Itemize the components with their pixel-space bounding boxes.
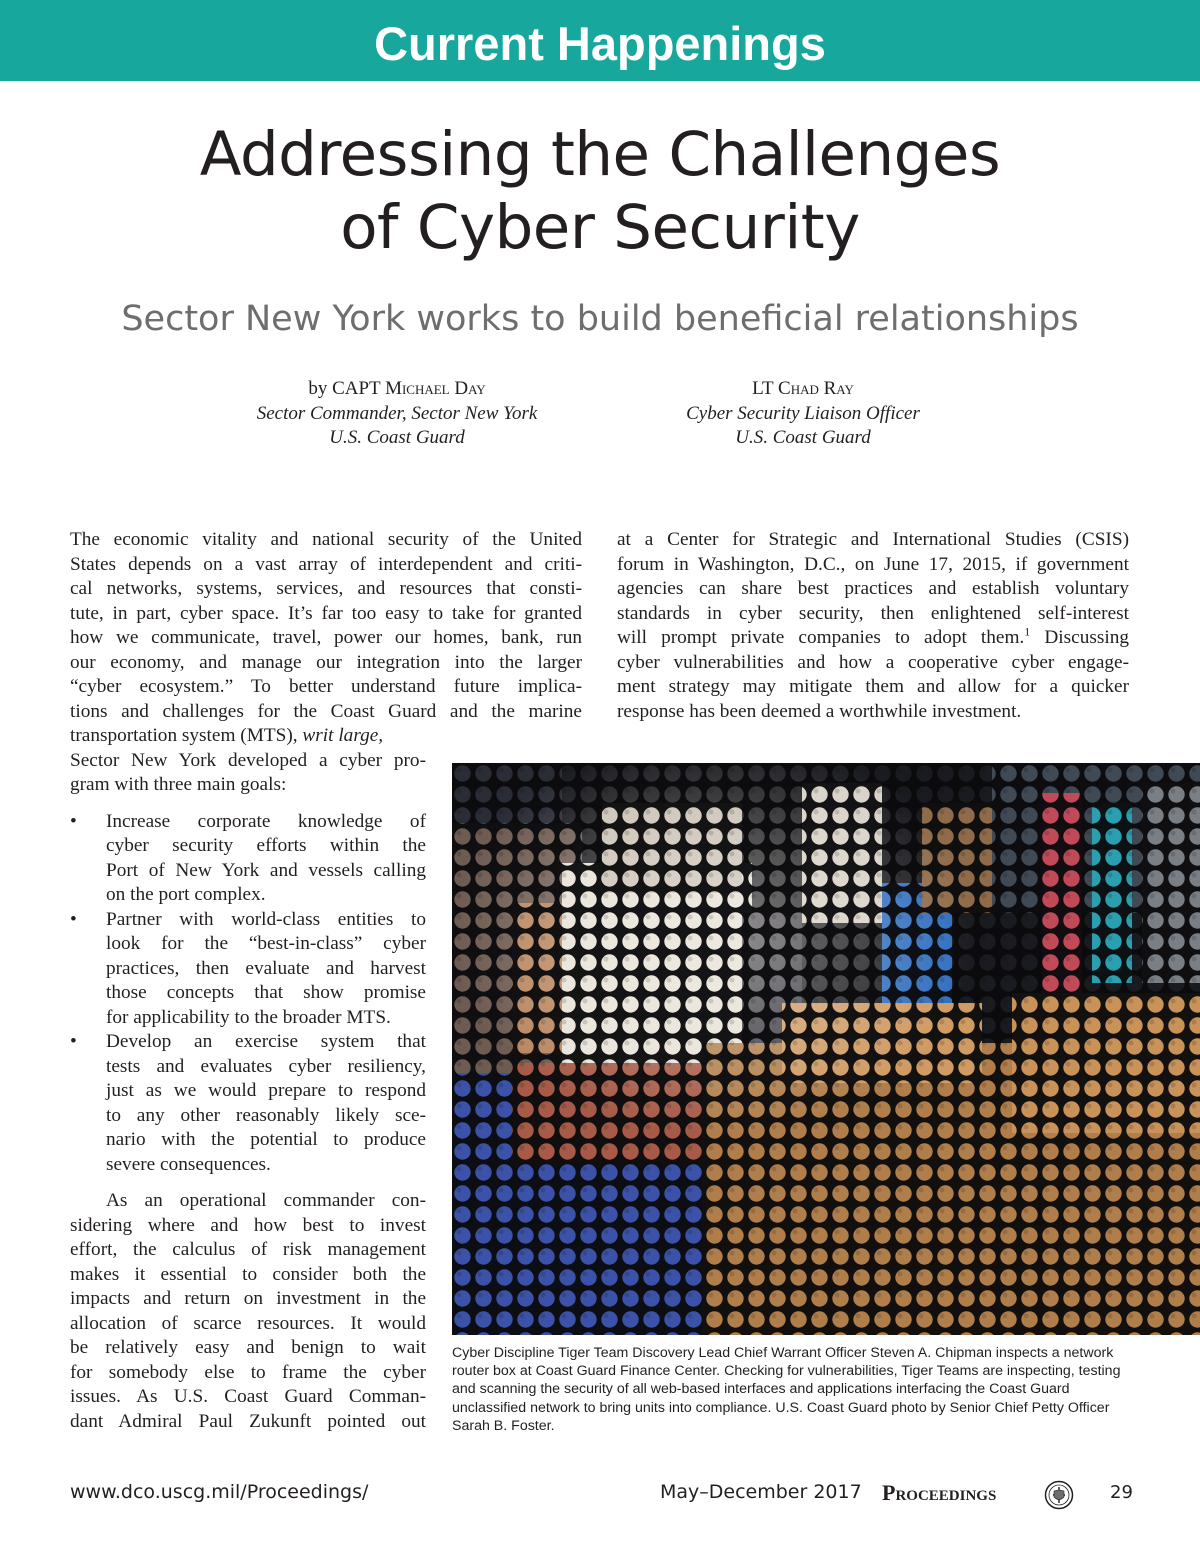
article-photo [452, 763, 1200, 1335]
intro-paragraph: The economic vitality and national security of the United States depends on a vast array of interdependent and criti- cal networks, systems, services, and resources that consti- tute, in part, cyber space. It’s far too easy to take for granted how we communicate, travel, power our homes, bank, run our economy, and manage our integration into the larger “cyber ecosystem.” To better understand future implica- tions and challenges for the Coast Guard and the marine [70, 529, 582, 722]
list-item: • Increase corporate knowledge of cyber security efforts within the Port of New York and vessels calling on the port complex. [70, 810, 426, 905]
list-item: • Develop an exercise system that tests and evaluates cyber resiliency, just as we would prepare to respond to any other reasonably likely sce- nario with the potential to produce severe consequences. [70, 1031, 426, 1175]
goals-list [70, 810, 426, 1178]
author-org: U.S. Coast Guard [735, 427, 871, 448]
article-title [0, 118, 1200, 264]
footer-date: May–December 2017 [660, 1481, 862, 1503]
body-column-1-bottom [70, 724, 426, 1434]
bullet-icon: • [70, 1031, 77, 1052]
footnote-marker[interactable]: 1 [1024, 624, 1031, 639]
perforated-grille-photo [452, 763, 1200, 1335]
body-column-2 [617, 528, 1129, 724]
author-byline-2: LT Chad Ray Cyber Security Liaison Officer U.S. Coast Guard [670, 377, 936, 451]
author-name: Michael Day [385, 378, 486, 399]
bullet-icon: • [70, 810, 77, 832]
article-title-line-1: Addressing the Challenges [199, 119, 1001, 190]
article-title-line-2: of Cyber Security [340, 192, 860, 263]
footer-magazine-title: Proceedings [882, 1480, 997, 1505]
author-byline-1: by CAPT Michael Day Sector Commander, Sector New York U.S. Coast Guard [250, 377, 544, 451]
footer-url[interactable]: www.dco.uscg.mil/Proceedings/ [70, 1481, 369, 1503]
photo-caption: Cyber Discipline Tiger Team Discovery Lead Chief Warrant Officer Steven A. Chipman inspects a network router box at Coast Guard Finance Center. Checking for vulnerabilities, Tiger Teams are inspecting, testing and scanning the security of all web-based interfaces and applications interfacing the Coast Guard unclassified network to bring units into compliance. U.S. Coast Guard photo by Senior Chief Petty Officer Sarah B. Foster. [452, 1345, 1121, 1434]
author-role: Sector Commander, Sector New York [256, 402, 538, 424]
author-name: Chad Ray [778, 378, 854, 399]
page-number: 29 [1110, 1482, 1133, 1503]
coast-guard-seal-icon [1044, 1480, 1074, 1510]
list-item: • Partner with world-class entities to look for the “best-in-class” cyber practices, then evaluate and harvest those concepts that show promise for applicability to the broader MTS. [70, 908, 426, 1028]
bullet-icon: • [70, 908, 77, 930]
author-role: Cyber Security Liaison Officer [686, 402, 920, 424]
intro-paragraph-continued: transportation system (MTS), writ large, Sector New York developed a cyber pro- gram with three main goals: [70, 725, 426, 795]
body-column-1-top [70, 528, 582, 724]
section-banner [0, 0, 1200, 81]
article-subtitle: Sector New York works to build beneficial relationships [121, 299, 1079, 339]
author-org: U.S. Coast Guard [329, 427, 465, 448]
zukunft-paragraph: at a Center for Strategic and International Studies (CSIS) forum in Washington, D.C., on June 17, 2015, if government agencies can share best practices and establish voluntary standards in cyber security, then enlightened self-interest will prompt private companies to adopt them.$^1$ Discussing cyber vulnerabilities and how a cooperative cyber engage- ment strategy may mitigate them and allow for a quicker response has been deemed a worthwhile investment. [617, 529, 1129, 722]
commander-paragraph: As an operational commander con- sidering where and how best to invest effort, the calculus of risk management makes it essential to consider both the impacts and return on investment in the allocation of scarce resources. It would be relatively easy and benign to wait for somebody else to frame the cyber issues. As U.S. Coast Guard Comman- dant Admiral Paul Zukunft pointed out [70, 1190, 426, 1432]
section-banner-label: Current Happenings [374, 17, 826, 70]
